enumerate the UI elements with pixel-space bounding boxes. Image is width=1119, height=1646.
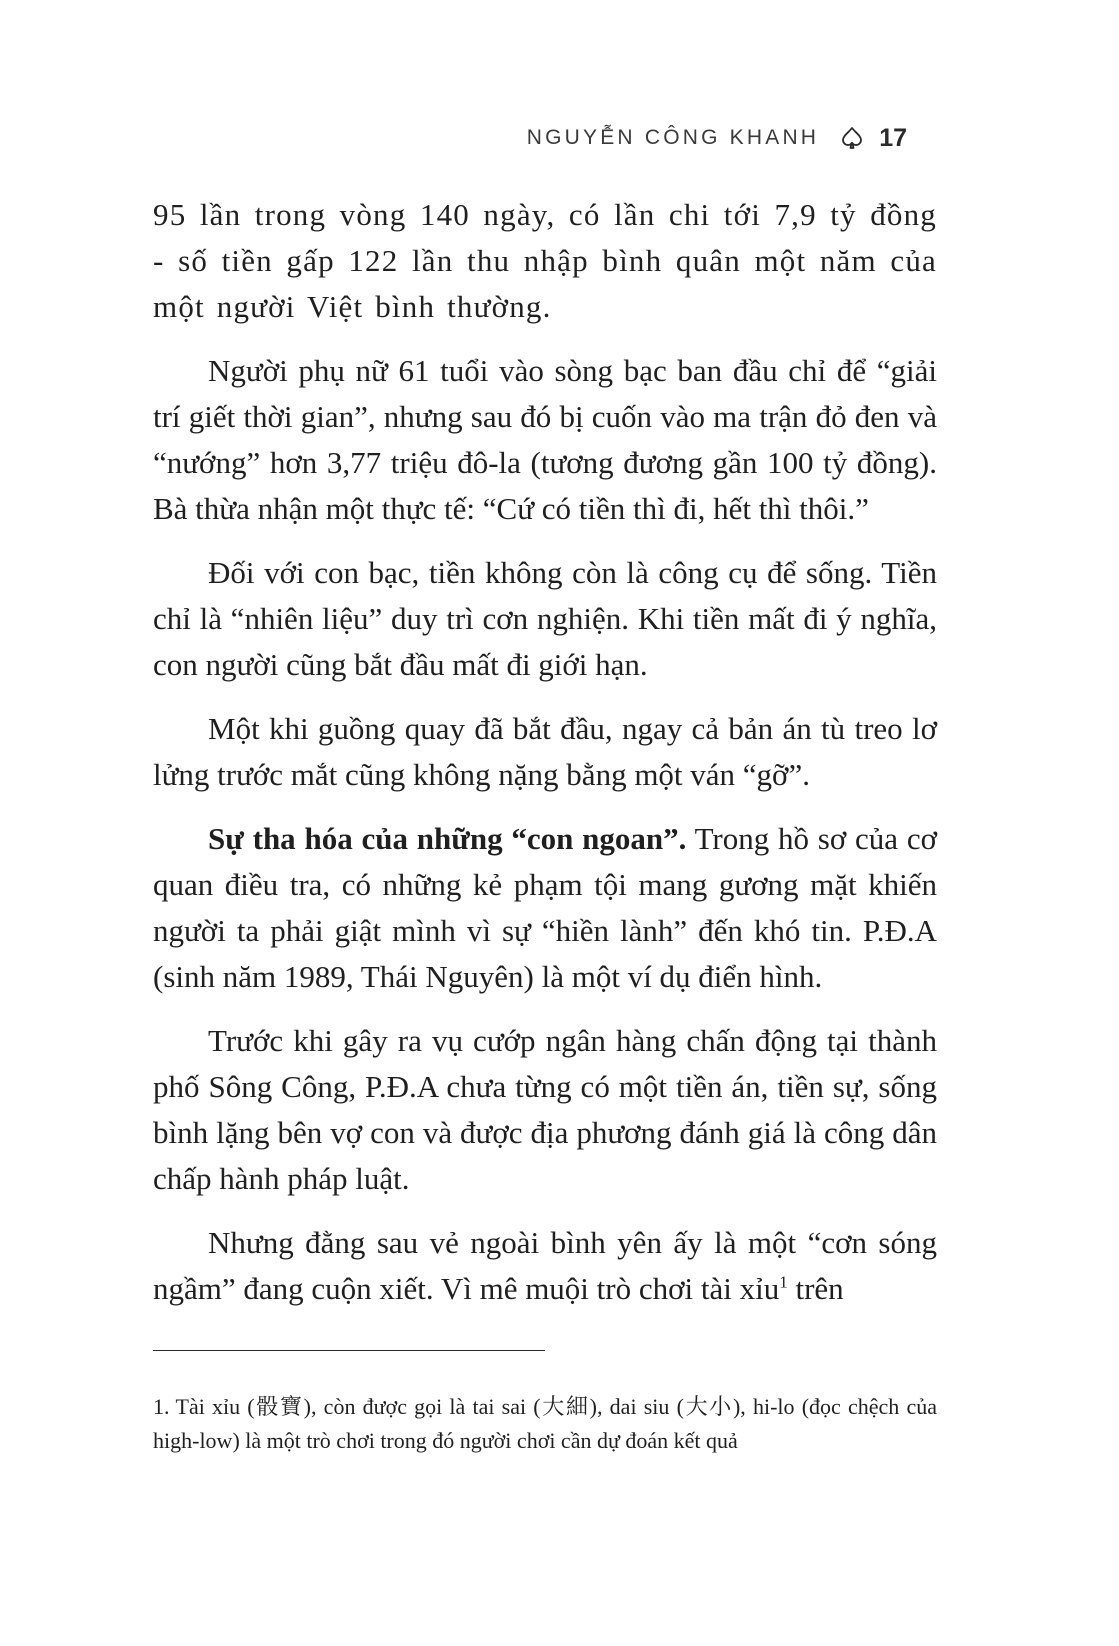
footnote bbox=[153, 1390, 937, 1458]
paragraph-text: Nhưng đằng sau vẻ ngoài bình yên ấy là một “cơn sóng ngầm” đang cuộn xiết. Vì mê muội trò chơi tài xỉu bbox=[153, 1225, 937, 1306]
footnote-divider bbox=[153, 1350, 545, 1351]
page-number: 17 bbox=[879, 123, 907, 152]
paragraph-text: Một khi guồng quay đã bắt đầu, ngay cả bản án tù treo lơ lửng trước mắt cũng không nặng bằng một ván “gỡ”. bbox=[153, 711, 937, 792]
footnote-reference[interactable]: 1 bbox=[779, 1272, 788, 1292]
running-head bbox=[527, 118, 907, 158]
paragraph-text: Trong hồ sơ của cơ quan điều tra, có những kẻ phạm tội mang gương mặt khiến người ta phải giật mình vì sự “hiền lành” đến khó tin. P.Đ.A (sinh năm 1989, Thái Nguyên) là một ví dụ điển hình. bbox=[153, 821, 937, 994]
paragraph bbox=[153, 706, 937, 798]
paragraph bbox=[153, 816, 937, 1000]
paragraph bbox=[153, 1220, 937, 1312]
paragraph-text: Người phụ nữ 61 tuổi vào sòng bạc ban đầu chỉ để “giải trí giết thời gian”, nhưng sau đó bị cuốn vào ma trận đỏ đen và “nướng” hơn 3,77 triệu đô-la (tương đương gần 100 tỷ đồng). Bà thừa nhận một thực tế: “Cứ có tiền thì đi, hết thì thôi.” bbox=[153, 353, 937, 526]
paragraph bbox=[153, 348, 937, 532]
author-name: NGUYỄN CÔNG KHANH bbox=[526, 126, 820, 149]
paragraph-text: Đối với con bạc, tiền không còn là công cụ để sống. Tiền chỉ là “nhiên liệu” duy trì cơn nghiện. Khi tiền mất đi ý nghĩa, con người cũng bắt đầu mất đi giới hạn. bbox=[153, 555, 937, 682]
paragraph bbox=[153, 192, 937, 330]
footnote-text: Tài xỉu (骰寶), còn được gọi là tai sai (大細), dai siu (大小), hi-lo (đọc chệch của high-low) là một trò chơi trong đó người chơi cần dự đoán kết quả bbox=[153, 1394, 937, 1453]
footnote-number: 1. bbox=[153, 1394, 170, 1419]
paragraph-text: Trước khi gây ra vụ cướp ngân hàng chấn động tại thành phố Sông Công, P.Đ.A chưa từng có một tiền án, tiền sự, sống bình lặng bên vợ con và được địa phương đánh giá là công dân chấp hành pháp luật. bbox=[153, 1023, 937, 1196]
section-lead-heading: Sự tha hóa của những “con ngoan”. bbox=[208, 821, 687, 856]
paragraph bbox=[153, 550, 937, 688]
paragraph bbox=[153, 1018, 937, 1202]
paragraph-text-tail: trên bbox=[787, 1271, 844, 1306]
body-text bbox=[153, 192, 937, 1330]
spade-outline-icon bbox=[841, 126, 863, 150]
paragraph-text: 95 lần trong vòng 140 ngày, có lần chi tới 7,9 tỷ đồng - số tiền gấp 122 lần thu nhập bình quân một năm của một người Việt bình thường. bbox=[153, 197, 937, 324]
